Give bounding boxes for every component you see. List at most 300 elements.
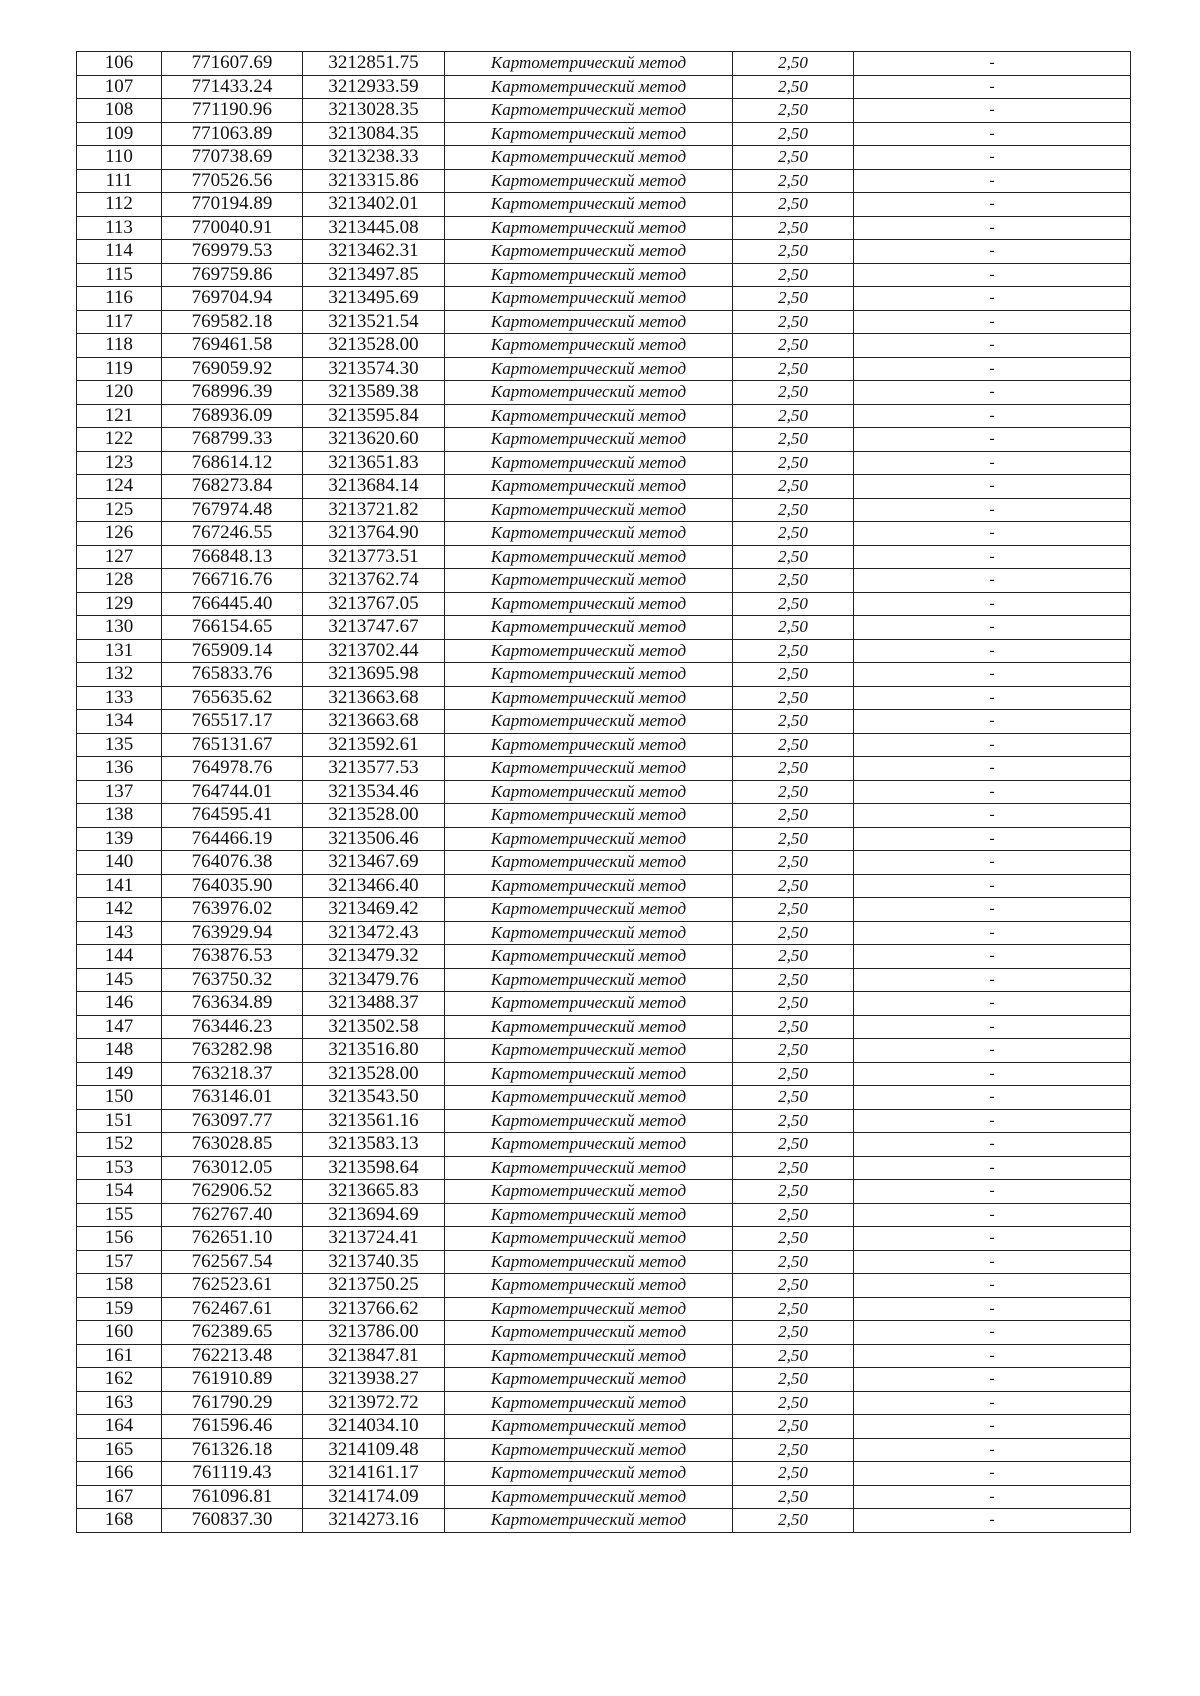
- description-cell: -: [854, 310, 1131, 334]
- description-cell: -: [854, 475, 1131, 499]
- table-row: [77, 898, 1131, 922]
- description-cell: -: [854, 851, 1131, 875]
- description-cell: -: [854, 1297, 1131, 1321]
- accuracy-cell: 2,50: [733, 898, 854, 922]
- method-cell: Картометрический метод: [445, 1321, 733, 1345]
- x-coordinate-cell: 764595.41: [162, 804, 303, 828]
- x-coordinate-cell: 766445.40: [162, 592, 303, 616]
- y-coordinate-cell: 3213694.69: [303, 1203, 445, 1227]
- y-coordinate-cell: 3213695.98: [303, 663, 445, 687]
- accuracy-cell: 2,50: [733, 1485, 854, 1509]
- description-cell: -: [854, 404, 1131, 428]
- y-coordinate-cell: 3213764.90: [303, 522, 445, 546]
- point-number-cell: 111: [77, 169, 162, 193]
- table-row: [77, 545, 1131, 569]
- point-number-cell: 131: [77, 639, 162, 663]
- table-row: [77, 428, 1131, 452]
- table-row: [77, 1109, 1131, 1133]
- accuracy-cell: 2,50: [733, 968, 854, 992]
- point-number-cell: 160: [77, 1321, 162, 1345]
- x-coordinate-cell: 770526.56: [162, 169, 303, 193]
- table-row: [77, 1156, 1131, 1180]
- table-row: [77, 1391, 1131, 1415]
- table-row: [77, 921, 1131, 945]
- method-cell: Картометрический метод: [445, 874, 733, 898]
- table-row: [77, 663, 1131, 687]
- y-coordinate-cell: 3213663.68: [303, 686, 445, 710]
- method-cell: Картометрический метод: [445, 663, 733, 687]
- x-coordinate-cell: 762567.54: [162, 1250, 303, 1274]
- point-number-cell: 108: [77, 99, 162, 123]
- description-cell: -: [854, 522, 1131, 546]
- point-number-cell: 151: [77, 1109, 162, 1133]
- method-cell: Картометрический метод: [445, 1485, 733, 1509]
- point-number-cell: 166: [77, 1462, 162, 1486]
- table-row: [77, 1039, 1131, 1063]
- table-row: [77, 1086, 1131, 1110]
- description-cell: -: [854, 592, 1131, 616]
- accuracy-cell: 2,50: [733, 1180, 854, 1204]
- table-row: [77, 475, 1131, 499]
- description-cell: -: [854, 616, 1131, 640]
- y-coordinate-cell: 3213495.69: [303, 287, 445, 311]
- method-cell: Картометрический метод: [445, 1156, 733, 1180]
- y-coordinate-cell: 3213467.69: [303, 851, 445, 875]
- x-coordinate-cell: 765517.17: [162, 710, 303, 734]
- description-cell: -: [854, 1368, 1131, 1392]
- method-cell: Картометрический метод: [445, 1109, 733, 1133]
- x-coordinate-cell: 760837.30: [162, 1509, 303, 1533]
- coordinates-table: [76, 51, 1131, 1533]
- y-coordinate-cell: 3213502.58: [303, 1015, 445, 1039]
- y-coordinate-cell: 3213847.81: [303, 1344, 445, 1368]
- point-number-cell: 140: [77, 851, 162, 875]
- description-cell: -: [854, 498, 1131, 522]
- accuracy-cell: 2,50: [733, 592, 854, 616]
- point-number-cell: 121: [77, 404, 162, 428]
- accuracy-cell: 2,50: [733, 663, 854, 687]
- method-cell: Картометрический метод: [445, 1391, 733, 1415]
- y-coordinate-cell: 3213786.00: [303, 1321, 445, 1345]
- x-coordinate-cell: 762523.61: [162, 1274, 303, 1298]
- accuracy-cell: 2,50: [733, 1368, 854, 1392]
- x-coordinate-cell: 764744.01: [162, 780, 303, 804]
- description-cell: -: [854, 1039, 1131, 1063]
- description-cell: -: [854, 945, 1131, 969]
- y-coordinate-cell: 3213721.82: [303, 498, 445, 522]
- description-cell: -: [854, 686, 1131, 710]
- method-cell: Картометрический метод: [445, 240, 733, 264]
- point-number-cell: 158: [77, 1274, 162, 1298]
- y-coordinate-cell: 3213750.25: [303, 1274, 445, 1298]
- x-coordinate-cell: 765635.62: [162, 686, 303, 710]
- method-cell: Картометрический метод: [445, 639, 733, 663]
- description-cell: -: [854, 545, 1131, 569]
- x-coordinate-cell: 763634.89: [162, 992, 303, 1016]
- description-cell: -: [854, 216, 1131, 240]
- y-coordinate-cell: 3213315.86: [303, 169, 445, 193]
- accuracy-cell: 2,50: [733, 1250, 854, 1274]
- table-row: [77, 616, 1131, 640]
- accuracy-cell: 2,50: [733, 475, 854, 499]
- table-row: [77, 733, 1131, 757]
- y-coordinate-cell: 3213972.72: [303, 1391, 445, 1415]
- description-cell: -: [854, 122, 1131, 146]
- x-coordinate-cell: 763028.85: [162, 1133, 303, 1157]
- accuracy-cell: 2,50: [733, 99, 854, 123]
- accuracy-cell: 2,50: [733, 287, 854, 311]
- y-coordinate-cell: 3213084.35: [303, 122, 445, 146]
- x-coordinate-cell: 763097.77: [162, 1109, 303, 1133]
- table-row: [77, 757, 1131, 781]
- x-coordinate-cell: 771607.69: [162, 52, 303, 76]
- point-number-cell: 109: [77, 122, 162, 146]
- accuracy-cell: 2,50: [733, 545, 854, 569]
- description-cell: -: [854, 1086, 1131, 1110]
- point-number-cell: 130: [77, 616, 162, 640]
- description-cell: -: [854, 1015, 1131, 1039]
- accuracy-cell: 2,50: [733, 851, 854, 875]
- accuracy-cell: 2,50: [733, 1415, 854, 1439]
- description-cell: -: [854, 1274, 1131, 1298]
- method-cell: Картометрический метод: [445, 592, 733, 616]
- x-coordinate-cell: 763750.32: [162, 968, 303, 992]
- accuracy-cell: 2,50: [733, 804, 854, 828]
- y-coordinate-cell: 3214273.16: [303, 1509, 445, 1533]
- method-cell: Картометрический метод: [445, 498, 733, 522]
- table-row: [77, 240, 1131, 264]
- table-row: [77, 1438, 1131, 1462]
- method-cell: Картометрический метод: [445, 193, 733, 217]
- table-row: [77, 1133, 1131, 1157]
- description-cell: -: [854, 1227, 1131, 1251]
- method-cell: Картометрический метод: [445, 898, 733, 922]
- y-coordinate-cell: 3214174.09: [303, 1485, 445, 1509]
- description-cell: -: [854, 428, 1131, 452]
- method-cell: Картометрический метод: [445, 1015, 733, 1039]
- accuracy-cell: 2,50: [733, 569, 854, 593]
- method-cell: Картометрический метод: [445, 334, 733, 358]
- accuracy-cell: 2,50: [733, 1203, 854, 1227]
- x-coordinate-cell: 762651.10: [162, 1227, 303, 1251]
- point-number-cell: 136: [77, 757, 162, 781]
- x-coordinate-cell: 763012.05: [162, 1156, 303, 1180]
- x-coordinate-cell: 769582.18: [162, 310, 303, 334]
- table-row: [77, 1015, 1131, 1039]
- description-cell: -: [854, 733, 1131, 757]
- table-row: [77, 968, 1131, 992]
- accuracy-cell: 2,50: [733, 639, 854, 663]
- description-cell: -: [854, 240, 1131, 264]
- description-cell: -: [854, 357, 1131, 381]
- accuracy-cell: 2,50: [733, 146, 854, 170]
- y-coordinate-cell: 3213528.00: [303, 804, 445, 828]
- x-coordinate-cell: 767974.48: [162, 498, 303, 522]
- table-row: [77, 52, 1131, 76]
- accuracy-cell: 2,50: [733, 616, 854, 640]
- x-coordinate-cell: 771433.24: [162, 75, 303, 99]
- x-coordinate-cell: 764978.76: [162, 757, 303, 781]
- accuracy-cell: 2,50: [733, 216, 854, 240]
- description-cell: -: [854, 146, 1131, 170]
- table-row: [77, 1344, 1131, 1368]
- accuracy-cell: 2,50: [733, 52, 854, 76]
- method-cell: Картометрический метод: [445, 569, 733, 593]
- method-cell: Картометрический метод: [445, 780, 733, 804]
- y-coordinate-cell: 3213561.16: [303, 1109, 445, 1133]
- table-row: [77, 710, 1131, 734]
- table-row: [77, 99, 1131, 123]
- accuracy-cell: 2,50: [733, 122, 854, 146]
- point-number-cell: 145: [77, 968, 162, 992]
- y-coordinate-cell: 3213747.67: [303, 616, 445, 640]
- point-number-cell: 156: [77, 1227, 162, 1251]
- accuracy-cell: 2,50: [733, 1109, 854, 1133]
- table-row: [77, 592, 1131, 616]
- x-coordinate-cell: 767246.55: [162, 522, 303, 546]
- table-row: [77, 827, 1131, 851]
- description-cell: -: [854, 1180, 1131, 1204]
- accuracy-cell: 2,50: [733, 945, 854, 969]
- accuracy-cell: 2,50: [733, 1462, 854, 1486]
- point-number-cell: 127: [77, 545, 162, 569]
- point-number-cell: 118: [77, 334, 162, 358]
- description-cell: -: [854, 1062, 1131, 1086]
- description-cell: -: [854, 1509, 1131, 1533]
- table-row: [77, 334, 1131, 358]
- description-cell: -: [854, 99, 1131, 123]
- table-row: [77, 1203, 1131, 1227]
- accuracy-cell: 2,50: [733, 1321, 854, 1345]
- table-row: [77, 1227, 1131, 1251]
- point-number-cell: 157: [77, 1250, 162, 1274]
- x-coordinate-cell: 764466.19: [162, 827, 303, 851]
- table-row: [77, 945, 1131, 969]
- x-coordinate-cell: 766848.13: [162, 545, 303, 569]
- description-cell: -: [854, 1485, 1131, 1509]
- x-coordinate-cell: 771063.89: [162, 122, 303, 146]
- description-cell: -: [854, 1250, 1131, 1274]
- x-coordinate-cell: 762467.61: [162, 1297, 303, 1321]
- point-number-cell: 153: [77, 1156, 162, 1180]
- x-coordinate-cell: 765131.67: [162, 733, 303, 757]
- table-row: [77, 310, 1131, 334]
- method-cell: Картометрический метод: [445, 263, 733, 287]
- x-coordinate-cell: 762213.48: [162, 1344, 303, 1368]
- y-coordinate-cell: 3213598.64: [303, 1156, 445, 1180]
- y-coordinate-cell: 3214109.48: [303, 1438, 445, 1462]
- point-number-cell: 148: [77, 1039, 162, 1063]
- table-row: [77, 1062, 1131, 1086]
- table-row: [77, 404, 1131, 428]
- y-coordinate-cell: 3213479.76: [303, 968, 445, 992]
- x-coordinate-cell: 769759.86: [162, 263, 303, 287]
- method-cell: Картометрический метод: [445, 1344, 733, 1368]
- x-coordinate-cell: 761096.81: [162, 1485, 303, 1509]
- x-coordinate-cell: 763929.94: [162, 921, 303, 945]
- x-coordinate-cell: 766154.65: [162, 616, 303, 640]
- accuracy-cell: 2,50: [733, 1062, 854, 1086]
- y-coordinate-cell: 3213595.84: [303, 404, 445, 428]
- method-cell: Картометрический метод: [445, 1415, 733, 1439]
- method-cell: Картометрический метод: [445, 1203, 733, 1227]
- description-cell: -: [854, 52, 1131, 76]
- accuracy-cell: 2,50: [733, 733, 854, 757]
- y-coordinate-cell: 3213684.14: [303, 475, 445, 499]
- point-number-cell: 143: [77, 921, 162, 945]
- y-coordinate-cell: 3213028.35: [303, 99, 445, 123]
- method-cell: Картометрический метод: [445, 1438, 733, 1462]
- description-cell: -: [854, 193, 1131, 217]
- accuracy-cell: 2,50: [733, 1391, 854, 1415]
- point-number-cell: 114: [77, 240, 162, 264]
- point-number-cell: 112: [77, 193, 162, 217]
- method-cell: Картометрический метод: [445, 851, 733, 875]
- method-cell: Картометрический метод: [445, 146, 733, 170]
- method-cell: Картометрический метод: [445, 1509, 733, 1533]
- accuracy-cell: 2,50: [733, 1344, 854, 1368]
- y-coordinate-cell: 3214161.17: [303, 1462, 445, 1486]
- point-number-cell: 133: [77, 686, 162, 710]
- y-coordinate-cell: 3213702.44: [303, 639, 445, 663]
- description-cell: -: [854, 569, 1131, 593]
- y-coordinate-cell: 3213472.43: [303, 921, 445, 945]
- accuracy-cell: 2,50: [733, 263, 854, 287]
- description-cell: -: [854, 898, 1131, 922]
- y-coordinate-cell: 3213238.33: [303, 146, 445, 170]
- description-cell: -: [854, 968, 1131, 992]
- description-cell: -: [854, 287, 1131, 311]
- accuracy-cell: 2,50: [733, 686, 854, 710]
- method-cell: Картометрический метод: [445, 686, 733, 710]
- point-number-cell: 132: [77, 663, 162, 687]
- y-coordinate-cell: 3213516.80: [303, 1039, 445, 1063]
- point-number-cell: 115: [77, 263, 162, 287]
- y-coordinate-cell: 3213665.83: [303, 1180, 445, 1204]
- method-cell: Картометрический метод: [445, 921, 733, 945]
- y-coordinate-cell: 3213445.08: [303, 216, 445, 240]
- description-cell: -: [854, 1415, 1131, 1439]
- method-cell: Картометрический метод: [445, 99, 733, 123]
- description-cell: -: [854, 1438, 1131, 1462]
- y-coordinate-cell: 3214034.10: [303, 1415, 445, 1439]
- description-cell: -: [854, 992, 1131, 1016]
- accuracy-cell: 2,50: [733, 1438, 854, 1462]
- point-number-cell: 125: [77, 498, 162, 522]
- x-coordinate-cell: 765833.76: [162, 663, 303, 687]
- point-number-cell: 137: [77, 780, 162, 804]
- accuracy-cell: 2,50: [733, 240, 854, 264]
- table-row: [77, 122, 1131, 146]
- x-coordinate-cell: 761790.29: [162, 1391, 303, 1415]
- method-cell: Картометрический метод: [445, 75, 733, 99]
- coordinates-table-body: [77, 52, 1131, 1533]
- table-row: [77, 263, 1131, 287]
- point-number-cell: 110: [77, 146, 162, 170]
- method-cell: Картометрический метод: [445, 381, 733, 405]
- point-number-cell: 168: [77, 1509, 162, 1533]
- y-coordinate-cell: 3213543.50: [303, 1086, 445, 1110]
- x-coordinate-cell: 769704.94: [162, 287, 303, 311]
- table-row: [77, 1415, 1131, 1439]
- x-coordinate-cell: 761596.46: [162, 1415, 303, 1439]
- y-coordinate-cell: 3213762.74: [303, 569, 445, 593]
- y-coordinate-cell: 3213767.05: [303, 592, 445, 616]
- method-cell: Картометрический метод: [445, 169, 733, 193]
- x-coordinate-cell: 766716.76: [162, 569, 303, 593]
- x-coordinate-cell: 763282.98: [162, 1039, 303, 1063]
- point-number-cell: 116: [77, 287, 162, 311]
- table-row: [77, 1368, 1131, 1392]
- y-coordinate-cell: 3213466.40: [303, 874, 445, 898]
- accuracy-cell: 2,50: [733, 1509, 854, 1533]
- description-cell: -: [854, 381, 1131, 405]
- point-number-cell: 134: [77, 710, 162, 734]
- point-number-cell: 139: [77, 827, 162, 851]
- table-row: [77, 1297, 1131, 1321]
- accuracy-cell: 2,50: [733, 874, 854, 898]
- description-cell: -: [854, 1344, 1131, 1368]
- table-row: [77, 1180, 1131, 1204]
- point-number-cell: 163: [77, 1391, 162, 1415]
- method-cell: Картометрический метод: [445, 451, 733, 475]
- method-cell: Картометрический метод: [445, 310, 733, 334]
- table-row: [77, 804, 1131, 828]
- accuracy-cell: 2,50: [733, 1297, 854, 1321]
- accuracy-cell: 2,50: [733, 1015, 854, 1039]
- point-number-cell: 119: [77, 357, 162, 381]
- method-cell: Картометрический метод: [445, 404, 733, 428]
- point-number-cell: 126: [77, 522, 162, 546]
- description-cell: -: [854, 1109, 1131, 1133]
- method-cell: Картометрический метод: [445, 52, 733, 76]
- method-cell: Картометрический метод: [445, 1250, 733, 1274]
- method-cell: Картометрический метод: [445, 804, 733, 828]
- point-number-cell: 142: [77, 898, 162, 922]
- accuracy-cell: 2,50: [733, 1274, 854, 1298]
- description-cell: -: [854, 1321, 1131, 1345]
- description-cell: -: [854, 169, 1131, 193]
- method-cell: Картометрический метод: [445, 1368, 733, 1392]
- x-coordinate-cell: 763146.01: [162, 1086, 303, 1110]
- method-cell: Картометрический метод: [445, 1297, 733, 1321]
- accuracy-cell: 2,50: [733, 428, 854, 452]
- x-coordinate-cell: 768936.09: [162, 404, 303, 428]
- accuracy-cell: 2,50: [733, 310, 854, 334]
- y-coordinate-cell: 3213620.60: [303, 428, 445, 452]
- y-coordinate-cell: 3213488.37: [303, 992, 445, 1016]
- method-cell: Картометрический метод: [445, 1062, 733, 1086]
- table-row: [77, 1509, 1131, 1533]
- table-row: [77, 780, 1131, 804]
- accuracy-cell: 2,50: [733, 921, 854, 945]
- point-number-cell: 128: [77, 569, 162, 593]
- description-cell: -: [854, 1462, 1131, 1486]
- accuracy-cell: 2,50: [733, 404, 854, 428]
- accuracy-cell: 2,50: [733, 169, 854, 193]
- y-coordinate-cell: 3213534.46: [303, 780, 445, 804]
- y-coordinate-cell: 3213479.32: [303, 945, 445, 969]
- y-coordinate-cell: 3213589.38: [303, 381, 445, 405]
- table-row: [77, 1250, 1131, 1274]
- x-coordinate-cell: 769461.58: [162, 334, 303, 358]
- description-cell: -: [854, 804, 1131, 828]
- accuracy-cell: 2,50: [733, 334, 854, 358]
- y-coordinate-cell: 3213773.51: [303, 545, 445, 569]
- accuracy-cell: 2,50: [733, 757, 854, 781]
- table-row: [77, 381, 1131, 405]
- point-number-cell: 150: [77, 1086, 162, 1110]
